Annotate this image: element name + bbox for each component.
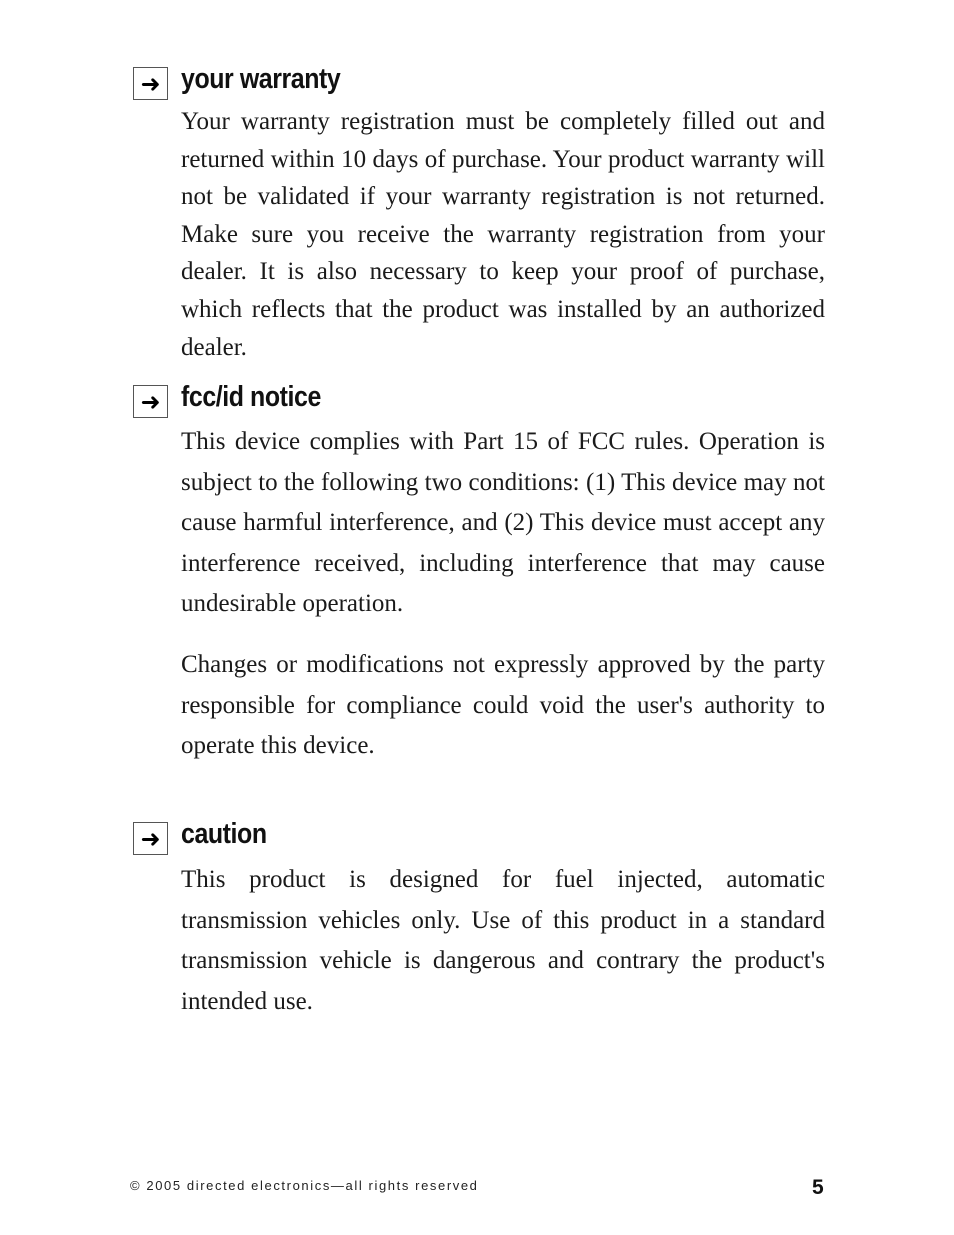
section-paragraph: This product is designed for fuel injected, automatic transmission vehicles only. Use of this product in a standard transmission vehicle is dangerous and contrary the product's intended use. (181, 866, 825, 1015)
page-number: 5 (812, 1176, 824, 1199)
section-paragraph: Changes or modifications not expressly approved by the party responsible for compliance could void the user's authority to operate this device. (181, 651, 825, 760)
section-heading: fcc/id notice (181, 381, 321, 413)
arrow-glyph: ➜ (140, 387, 161, 416)
section-paragraph: Your warranty registration must be completely filled out and returned within 10 days of purchase. Your product warranty will not be validated if your warranty registration is not returned. Make sure you receive the warranty registration from your dealer. It is also necessary to keep your proof of purchase, which reflects that the product was installed by an authorized dealer. (181, 108, 825, 361)
right-arrow-icon (133, 67, 168, 100)
arrow-glyph: ➜ (140, 824, 161, 853)
arrow-glyph: ➜ (140, 69, 161, 98)
copyright-notice: © 2005 directed electronics—all rights reserved (130, 1178, 479, 1193)
section-heading: caution (181, 818, 267, 850)
section-paragraph: This device complies with Part 15 of FCC rules. Operation is subject to the following two conditions: (1) This device may not cause harmful interference, and (2) This device must accept any interference received, including interference that may cause undesirable operation. (181, 428, 825, 618)
section-heading: your warranty (181, 63, 341, 95)
right-arrow-icon (133, 385, 168, 418)
right-arrow-icon (133, 822, 168, 855)
